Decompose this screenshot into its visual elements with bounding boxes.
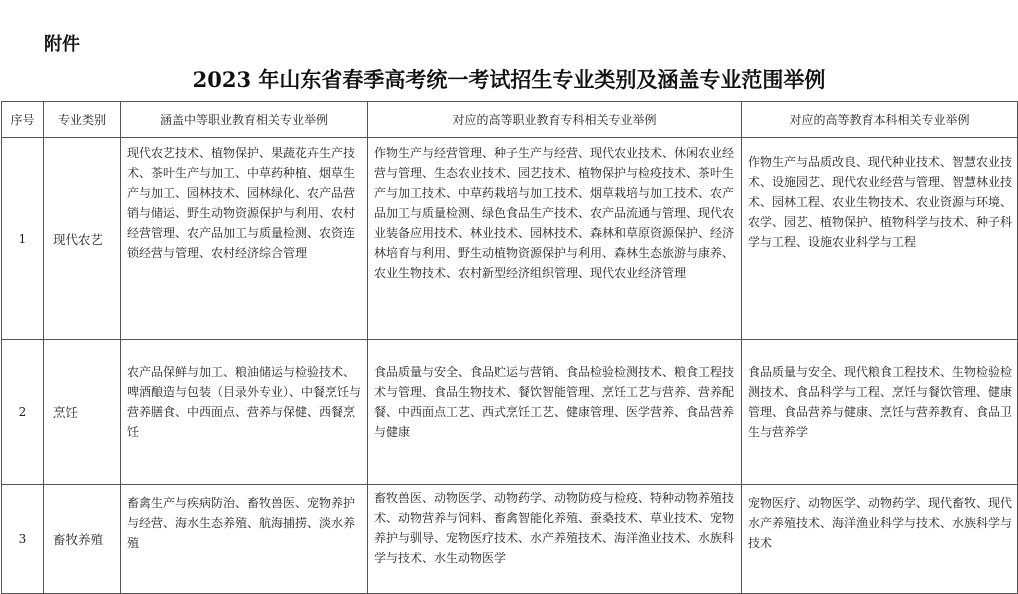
table-row	[2, 485, 1018, 594]
document-title: 2023 年山东省春季高考统一考试招生专业类别及涵盖专业范围举例	[192, 67, 826, 92]
row-vocational-majors: 作物生产与经营管理、种子生产与经营、现代农业技术、休闲农业经营与管理、生态农业技术、园艺技术、植物保护与检疫技术、茶叶生产与加工技术、中草药栽培与加工技术、烟草栽培与加工技术、农产品加工与质量检测、绿色食品生产技术、农产品流通与管理、现代农业装备应用技术、林业技术、园林技术、森林和草原资源保护、经济林培育与利用、野生动植物资源保护与利用、森林生态旅游与康养、农业生物技术、农村新型经济组织管理、现代农业经济管理	[368, 138, 742, 340]
major-category-table	[1, 101, 1018, 594]
header-no: 序号	[2, 102, 44, 138]
row-undergrad-majors: 食品质量与安全、现代粮食工程技术、生物检验检测技术、食品科学与工程、烹饪与餐饮管理、健康管理、食品营养与健康、烹饪与营养教育、食品卫生与营养学	[742, 340, 1018, 485]
row-vocational-majors: 畜牧兽医、动物医学、动物药学、动物防疫与检疫、特种动物养殖技术、动物营养与饲料、畜禽智能化养殖、蚕桑技术、草业技术、宠物养护与驯导、宠物医疗技术、水产养殖技术、海洋渔业技术、水族科学与技术、水生动物医学	[368, 485, 742, 594]
row-secondary-majors: 现代农艺技术、植物保护、果蔬花卉生产技术、茶叶生产与加工、中草药种植、烟草生产与加工、园林技术、园林绿化、农产品营销与储运、野生动物资源保护与利用、农村经营管理、农产品加工与质量检测、农资连锁经营与管理、农村经济综合管理	[121, 138, 368, 340]
header-undergrad: 对应的高等教育本科相关专业举例	[742, 102, 1018, 138]
row-undergrad-majors: 作物生产与品质改良、现代种业技术、智慧农业技术、设施园艺、现代农业经营与管理、智慧林业技术、园林工程、农业生物技术、农业资源与环境、农学、园艺、植物保护、植物科学与技术、种子科学与工程、设施农业科学与工程	[742, 138, 1018, 340]
row-category: 畜牧养殖	[44, 485, 121, 594]
row-number: 2	[2, 340, 44, 485]
header-category: 专业类别	[44, 102, 121, 138]
row-secondary-majors: 农产品保鲜与加工、粮油储运与检验技术、啤酒酿造与包装（目录外专业）、中餐烹饪与营养膳食、中西面点、营养与保健、西餐烹饪	[121, 340, 368, 485]
attachment-label: 附件	[44, 34, 80, 55]
row-secondary-majors: 畜禽生产与疾病防治、畜牧兽医、宠物养护与经营、海水生态养殖、航海捕捞、淡水养殖	[121, 485, 368, 594]
header-vocational: 对应的高等职业教育专科相关专业举例	[368, 102, 742, 138]
table-row	[2, 138, 1018, 340]
header-secondary: 涵盖中等职业教育相关专业举例	[121, 102, 368, 138]
table-header-row	[2, 102, 1018, 138]
table-row	[2, 340, 1018, 485]
row-vocational-majors: 食品质量与安全、食品贮运与营销、食品检验检测技术、粮食工程技术与管理、食品生物技术、餐饮智能管理、烹饪工艺与营养、营养配餐、中西面点工艺、西式烹饪工艺、健康管理、医学营养、食品营养与健康	[368, 340, 742, 485]
row-number: 1	[2, 138, 44, 340]
row-category: 烹饪	[44, 340, 121, 485]
row-undergrad-majors: 宠物医疗、动物医学、动物药学、现代畜牧、现代水产养殖技术、海洋渔业科学与技术、水族科学与技术	[742, 485, 1018, 594]
row-number: 3	[2, 485, 44, 594]
row-category: 现代农艺	[44, 138, 121, 340]
